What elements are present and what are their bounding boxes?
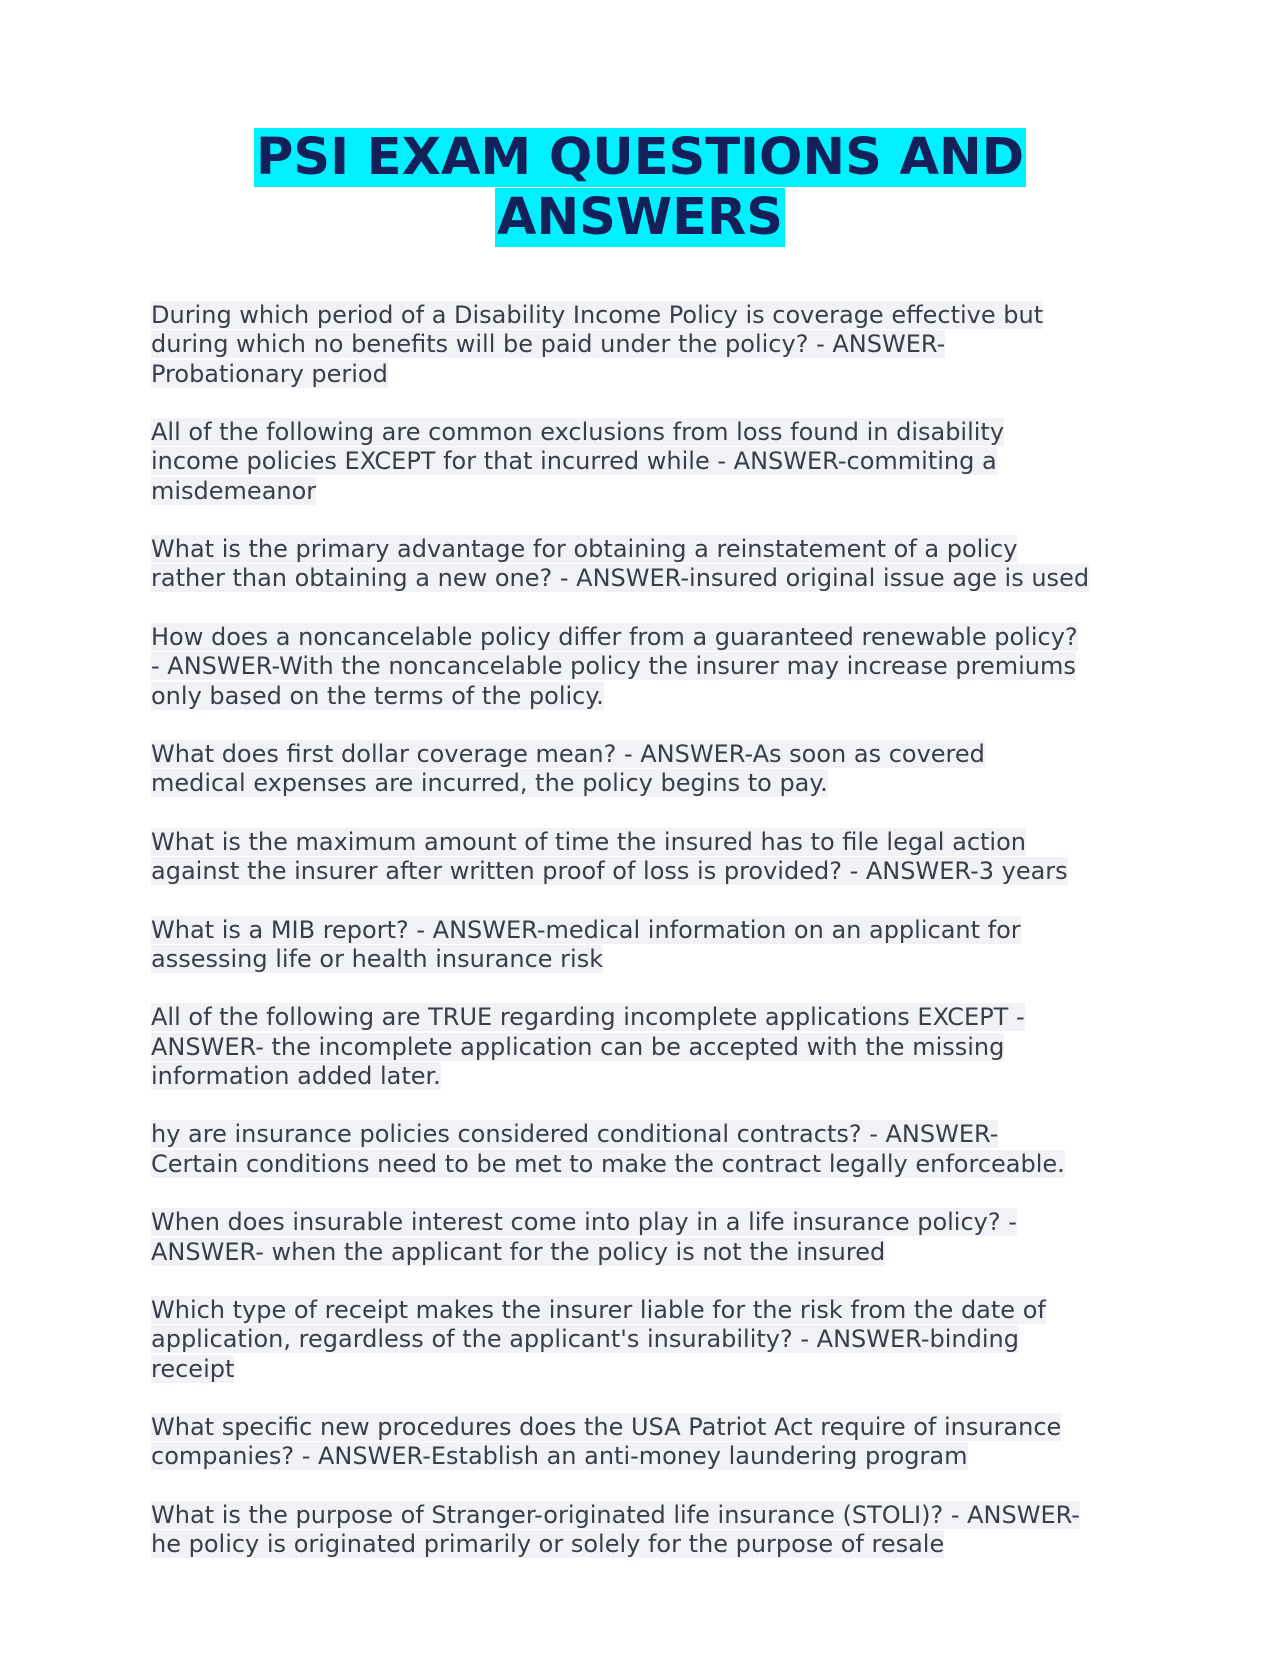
qa-item	[151, 740, 1141, 799]
qa-line	[151, 1355, 1141, 1384]
document-title	[150, 128, 1130, 248]
qa-line	[151, 1296, 1141, 1325]
qa-line-text: What does first dollar coverage mean? - ANSWER-As soon as covered	[151, 740, 985, 769]
qa-line	[151, 1501, 1141, 1530]
qa-line	[151, 1325, 1141, 1354]
qa-line-text: assessing life or health insurance risk	[151, 944, 604, 973]
title-line-2	[150, 188, 1130, 248]
qa-line-text: What is a MIB report? - ANSWER-medical information on an applicant for	[151, 915, 1021, 944]
qa-line-text: rather than obtaining a new one? - ANSWER-insured original issue age is used	[151, 564, 1090, 593]
qa-line-text: income policies EXCEPT for that incurred while - ANSWER-commiting a	[151, 447, 997, 476]
qa-line	[151, 828, 1141, 857]
qa-line	[151, 1150, 1141, 1179]
qa-line	[151, 1120, 1141, 1149]
qa-line-text: Certain conditions need to be met to make the contract legally enforceable.	[151, 1149, 1065, 1178]
qa-line	[151, 682, 1141, 711]
qa-line	[151, 1530, 1141, 1559]
qa-line	[151, 301, 1141, 330]
qa-line-text: he policy is originated primarily or solely for the purpose of resale	[151, 1530, 945, 1559]
qa-item	[151, 623, 1141, 711]
qa-line-text: against the insurer after written proof of loss is provided? - ANSWER-3 years	[151, 857, 1068, 886]
qa-line-text: When does insurable interest come into play in a life insurance policy? -	[151, 1208, 1017, 1237]
qa-line	[151, 1003, 1141, 1032]
qa-line-text: All of the following are common exclusions from loss found in disability	[151, 418, 1005, 447]
qa-line	[151, 1062, 1141, 1091]
qa-line	[151, 447, 1141, 476]
qa-item	[151, 916, 1141, 975]
qa-item	[151, 1296, 1141, 1384]
qa-line	[151, 535, 1141, 564]
qa-item	[151, 1120, 1141, 1179]
qa-list	[151, 301, 1141, 1589]
qa-line	[151, 1033, 1141, 1062]
qa-line	[151, 1413, 1141, 1442]
qa-item	[151, 1208, 1141, 1267]
qa-line-text: misdemeanor	[151, 476, 317, 505]
qa-line	[151, 945, 1141, 974]
qa-line-text: companies? - ANSWER-Establish an anti-money laundering program	[151, 1442, 968, 1471]
qa-item	[151, 828, 1141, 887]
qa-line	[151, 564, 1141, 593]
title-line-2-text: ANSWERS	[497, 188, 783, 247]
qa-line-text: How does a noncancelable policy differ from a guaranteed renewable policy?	[151, 622, 1078, 651]
qa-line-text: only based on the terms of the policy.	[151, 681, 604, 710]
qa-line-text: ANSWER- when the applicant for the policy is not the insured	[151, 1237, 886, 1266]
qa-line	[151, 740, 1141, 769]
qa-line	[151, 418, 1141, 447]
qa-line-text: Probationary period	[151, 359, 388, 388]
qa-line	[151, 1442, 1141, 1471]
qa-line	[151, 330, 1141, 359]
qa-line	[151, 916, 1141, 945]
qa-line-text: ANSWER- the incomplete application can be accepted with the missing	[151, 1032, 1005, 1061]
qa-line-text: Which type of receipt makes the insurer liable for the risk from the date of	[151, 1296, 1046, 1324]
qa-line	[151, 360, 1141, 389]
title-line-1-text: PSI EXAM QUESTIONS AND	[255, 128, 1025, 187]
qa-line	[151, 1238, 1141, 1267]
qa-line	[151, 623, 1141, 652]
qa-line	[151, 769, 1141, 798]
qa-line	[151, 857, 1141, 886]
qa-item	[151, 1003, 1141, 1091]
qa-line-text: What is the primary advantage for obtaining a reinstatement of a policy	[151, 535, 1018, 564]
qa-line-text: receipt	[151, 1354, 235, 1383]
qa-item	[151, 418, 1141, 506]
qa-line-text: What is the purpose of Stranger-originated life insurance (STOLI)? - ANSWER-	[151, 1500, 1080, 1529]
qa-line-text: What specific new procedures does the USA Patriot Act require of insurance	[151, 1413, 1062, 1442]
qa-line-text: - ANSWER-With the noncancelable policy the insurer may increase premiums	[151, 652, 1076, 681]
qa-line-text: During which period of a Disability Income Policy is coverage effective but	[151, 301, 1044, 329]
title-line-1	[150, 128, 1130, 188]
qa-line-text: information added later.	[151, 1061, 441, 1090]
qa-line-text: hy are insurance policies considered conditional contracts? - ANSWER-	[151, 1120, 999, 1149]
qa-line	[151, 652, 1141, 681]
qa-line-text: All of the following are TRUE regarding incomplete applications EXCEPT -	[151, 1003, 1025, 1032]
qa-item	[151, 535, 1141, 594]
qa-line	[151, 1208, 1141, 1237]
qa-line-text: What is the maximum amount of time the insured has to file legal action	[151, 827, 1026, 856]
qa-item	[151, 301, 1141, 389]
qa-line-text: application, regardless of the applicant's insurability? - ANSWER-binding	[151, 1325, 1019, 1354]
qa-item	[151, 1413, 1141, 1472]
qa-item	[151, 1501, 1141, 1560]
qa-line	[151, 477, 1141, 506]
qa-line-text: during which no benefits will be paid under the policy? - ANSWER-	[151, 330, 946, 359]
qa-line-text: medical expenses are incurred, the policy begins to pay.	[151, 769, 828, 798]
